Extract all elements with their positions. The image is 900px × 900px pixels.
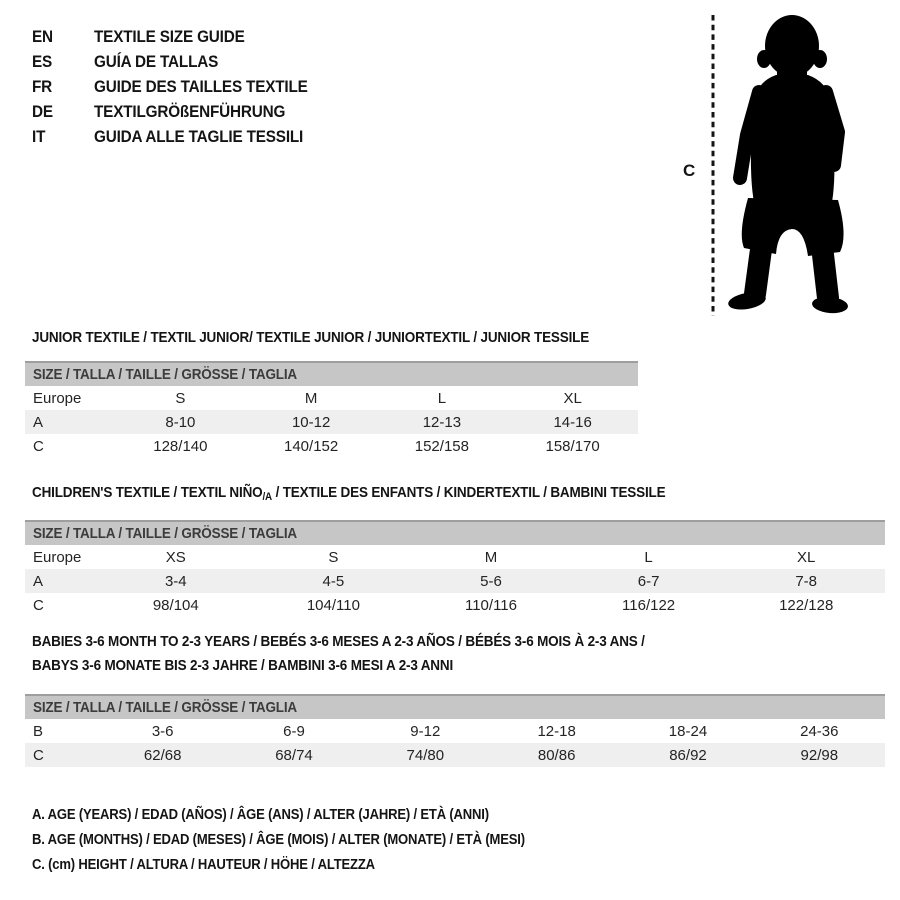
size-value: XS <box>165 548 186 566</box>
baby-figure-graphic <box>700 8 862 316</box>
table-row-b <box>25 719 885 743</box>
section-children <box>25 481 885 617</box>
footnote-c: C. (cm) HEIGHT / ALTURA / HAUTEUR / HÖHE / ALTEZZA <box>32 857 375 873</box>
title-subscript: /A <box>262 491 273 503</box>
language-row-it <box>32 124 331 149</box>
size-value: 7-8 <box>795 572 818 590</box>
table-row-c <box>25 434 638 458</box>
language-label: GUIDE DES TAILLES TEXTILE <box>94 77 308 96</box>
row-label: A <box>33 413 44 431</box>
section-title-line1: BABIES 3-6 MONTH TO 2-3 YEARS / BEBÉS 3-6 MESES A 2-3 AÑOS / BÉBÉS 3-6 MOIS À 2-3 ANS / <box>32 633 645 650</box>
size-value: 9-12 <box>410 722 441 740</box>
size-value: L <box>437 389 447 407</box>
size-value: 158/170 <box>545 437 600 455</box>
size-value: 8-10 <box>165 413 196 431</box>
footnotes-block <box>32 803 580 878</box>
size-value: 6-9 <box>283 722 305 740</box>
size-value: 18-24 <box>668 722 708 740</box>
section-title: CHILDREN'S TEXTILE / TEXTIL $NIÑO_{/A}$ / TEXTILE DES ENFANTS / KINDERTEXTIL / BAMBINI TESSILE <box>32 484 666 503</box>
language-code: ES <box>32 52 53 71</box>
section-title-line2: BABYS 3-6 MONATE BIS 2-3 JAHRE / BAMBINI 3-6 MESI A 2-3 ANNI <box>32 657 454 674</box>
table-row-c <box>25 743 885 767</box>
size-value: M <box>304 389 318 407</box>
language-label: GUÍA DE TALLAS <box>94 52 219 71</box>
size-table-header: SIZE / TALLA / TAILLE / GRÖSSE / TAGLIA <box>25 361 638 386</box>
row-label: Europe <box>33 389 82 407</box>
language-code: FR <box>32 77 53 96</box>
row-label: C <box>33 746 44 764</box>
table-row-europe <box>25 386 638 410</box>
size-value: 128/140 <box>153 437 208 455</box>
size-value: 140/152 <box>284 437 339 455</box>
size-value: XL <box>797 548 816 566</box>
row-label: A <box>33 572 44 590</box>
size-value: 122/128 <box>779 596 834 614</box>
size-value: 86/92 <box>669 746 707 764</box>
size-value: 4-5 <box>322 572 345 590</box>
row-label: C <box>33 596 44 614</box>
size-value: 92/98 <box>800 746 839 764</box>
section-junior <box>25 326 638 458</box>
language-label: TEXTILE SIZE GUIDE <box>94 27 245 46</box>
language-row-de <box>32 99 331 124</box>
language-label: TEXTILGRÖßENFÜHRUNG <box>94 102 286 121</box>
size-table-header: SIZE / TALLA / TAILLE / GRÖSSE / TAGLIA <box>25 694 885 719</box>
size-value: 10-12 <box>291 413 331 431</box>
table-row-europe <box>25 545 885 569</box>
size-value: 80/86 <box>537 746 576 764</box>
size-value: L <box>644 548 653 566</box>
size-value: 3-6 <box>151 722 174 740</box>
table-row-c <box>25 593 885 617</box>
size-value: 110/116 <box>464 596 517 614</box>
size-table-children <box>25 520 885 617</box>
size-value: 116/122 <box>622 596 676 614</box>
size-value: 14-16 <box>553 413 592 431</box>
size-value: 5-6 <box>480 572 502 590</box>
size-value: 98/104 <box>152 596 199 614</box>
size-value: 12-18 <box>537 722 576 740</box>
row-label: B <box>33 722 44 740</box>
height-marker-label: C <box>683 161 696 180</box>
language-code: DE <box>32 102 53 121</box>
language-row-fr <box>32 74 331 99</box>
row-label: C <box>33 437 44 455</box>
size-table-babies <box>25 694 885 767</box>
section-babies <box>25 630 885 767</box>
size-value: 3-4 <box>164 572 187 590</box>
size-value: 6-7 <box>637 572 660 590</box>
language-code: EN <box>32 27 53 46</box>
footnote-b: B. AGE (MONTHS) / EDAD (MESES) / ÂGE (MOIS) / ALTER (MONATE) / ETÀ (MESI) <box>32 832 525 848</box>
size-value: 68/74 <box>275 746 313 764</box>
row-label: Europe <box>33 548 82 566</box>
size-value: 74/80 <box>406 746 445 764</box>
section-title: JUNIOR TEXTILE / TEXTIL JUNIOR/ TEXTILE JUNIOR / JUNIORTEXTIL / JUNIOR TESSILE <box>32 329 590 346</box>
size-value: S <box>328 548 339 566</box>
size-value: 62/68 <box>143 746 182 764</box>
language-row-es <box>32 49 331 74</box>
size-value: S <box>175 389 186 407</box>
size-table-junior <box>25 361 638 458</box>
size-value: XL <box>563 389 582 407</box>
size-value: 104/110 <box>306 596 360 614</box>
size-value: 12-13 <box>422 413 462 431</box>
language-code: IT <box>32 127 46 146</box>
size-value: 24-36 <box>800 722 839 740</box>
size-table-header: SIZE / TALLA / TAILLE / GRÖSSE / TAGLIA <box>25 520 885 545</box>
language-row-en <box>32 24 331 49</box>
footnote-a: A. AGE (YEARS) / EDAD (AÑOS) / ÂGE (ANS) / ALTER (JAHRE) / ETÀ (ANNI) <box>32 807 489 823</box>
size-value: M <box>484 548 498 566</box>
baby-silhouette <box>727 15 849 315</box>
size-value: 152/158 <box>414 437 469 455</box>
table-row-a <box>25 410 638 434</box>
language-title-block <box>32 24 331 149</box>
language-label: GUIDA ALLE TAGLIE TESSILI <box>94 127 304 146</box>
table-row-a <box>25 569 885 593</box>
